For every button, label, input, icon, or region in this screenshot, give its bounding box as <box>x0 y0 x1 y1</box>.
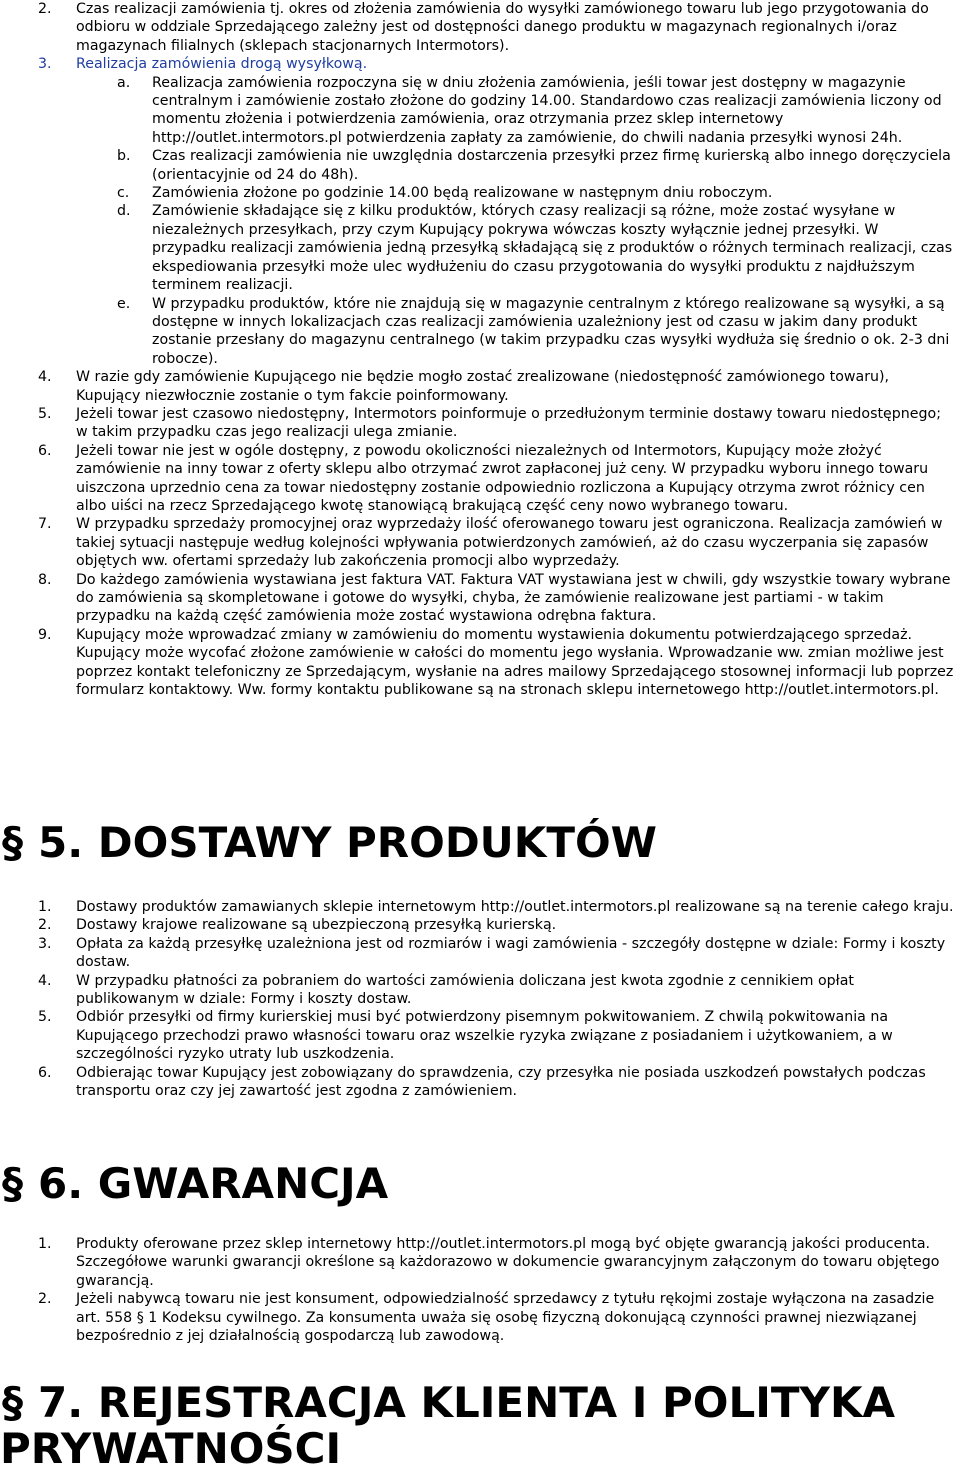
list-text: Realizacja zamówienia rozpoczyna się w dniu złożenia zamówienia, jeśli towar jest dostępny w magazynie centralnym i zamówienie zostało złożone do godziny 14.00. Standardowo czas realizacji zamówienia liczony od momentu złożenia i potwierdzenia zamówienia, oraz otrzymania przez sklep internetowy http://outlet.intermotors.pl potwierdzenia zapłaty za zamówienie, do chwili nadania przesyłki wynosi 24h. <box>152 74 942 146</box>
list-item <box>0 1008 960 1063</box>
section-title: 5. DOSTAWY PRODUKTÓW <box>38 818 658 867</box>
list-text: W przypadku sprzedaży promocyjnej oraz wyprzedaży ilość oferowanego towaru jest ograniczona. Realizacja zamówień w takiej sytuacji następuje według kolejności wpływania potwierdzonych zamówień, aż do czasu wyczerpania się zapasów objętych ww. ofertami sprzedaży lub zakończenia promocji albo wyprzedaży. <box>76 516 943 570</box>
list-subitem <box>0 295 960 369</box>
list-text: Produkty oferowane przez sklep internetowy http://outlet.intermotors.pl mogą być objęte gwarancją jakości producenta. Szczegółowe warunki gwarancji określone są każdorazowo w dokumencie gwarancyjnym załączonym do towaru objętego gwarancją. <box>76 1236 940 1289</box>
section-bullet: § <box>2 1159 23 1208</box>
list-number: 2. <box>38 1 52 17</box>
list-text: Dostawy krajowe realizowane są ubezpieczoną przesyłką kurierską. <box>76 917 557 934</box>
list-number: 6. <box>38 442 52 459</box>
section-heading-6 <box>0 1161 388 1207</box>
list-item <box>0 1064 960 1101</box>
list-text: Dostawy produktów zamawianych sklepie internetowym http://outlet.intermotors.pl realizowane są na terenie całego kraju. <box>76 899 954 915</box>
list-text: Jeżeli towar jest czasowo niedostępny, Intermotors poinformuje o przedłużonym terminie dostawy towaru niedostępnego; w takim przypadku czas jego realizacji ulega zmianie. <box>76 405 941 441</box>
list-item <box>0 571 960 626</box>
section-4-continuation <box>0 0 960 699</box>
list-item <box>0 405 960 442</box>
list-subitem <box>0 74 960 148</box>
list-text: Jeżeli towar nie jest w ogóle dostępny, z powodu okoliczności niezależnych od Intermotors, Kupujący może złożyć zamówienie na inny towar z oferty sklepu albo otrzymać zwrot zapłaconej już ceny. W przypadku wyboru innego towaru uiszczona uprzednio cena za towar niedostępny zostanie odpowiednio rozliczona a Kupujący otrzyma zwrot różnicy cen albo uiści na rzecz Sprzedającego kwotę stanowiącą brakującą część ceny nowo wybranego towaru. <box>76 442 929 514</box>
list-number: 6. <box>38 1064 52 1081</box>
section-6-list <box>0 1235 960 1345</box>
list-text: Jeżeli nabywcą towaru nie jest konsument, odpowiedzialność sprzedawcy z tytułu rękojmi zostaje wyłączona na zasadzie art. 558 § 1 Kodeksu cywilnego. Za konsumenta uważa się osobę fizyczną dokonującą czynności prawnej niezwiązanej bezpośrednio z jej działalnością gospodarczą lub zawodową. <box>76 1291 935 1345</box>
section-title: 7. REJESTRACJA KLIENTA I POLITYKA <box>38 1378 896 1427</box>
list-number: 5. <box>38 405 52 422</box>
list-item <box>0 515 960 570</box>
list-number: 5. <box>38 1009 52 1026</box>
list-text: Opłata za każdą przesyłkę uzależniona jest od rozmiarów i wagi zamówienia - szczegóły dostępne w dziale: Formy i koszty dostaw. <box>76 935 946 971</box>
list-subitem <box>0 184 960 202</box>
list-text: Zamówienie składające się z kilku produktów, których czasy realizacji są różne, może zostać wysyłane w niezależnych przesyłkach, przy czym Kupujący pokrywa wówczas koszty wyłącznie jednej przesyłki. W przypadku realizacji zamówienia jedną przesyłką składającą się z produktów o różnych terminach realizacji, czas ekspediowania przesyłki może ulec wydłużeniu do czasu przygotowania do wysyłki produktu z najdłuższym terminem realizacji. <box>152 203 953 294</box>
list-item <box>0 898 960 916</box>
list-number: 8. <box>38 571 52 588</box>
section-heading-5 <box>0 820 657 866</box>
list-item <box>0 935 960 972</box>
list-number: 4. <box>38 972 52 989</box>
list-item <box>0 1235 960 1290</box>
list-text: Realizacja zamówienia drogą wysyłkową. <box>76 56 368 73</box>
list-subitem <box>0 202 960 294</box>
section-title: 6. GWARANCJA <box>38 1159 389 1208</box>
list-item <box>0 368 960 405</box>
list-number: 1. <box>38 899 52 915</box>
list-text: Kupujący może wprowadzać zmiany w zamówieniu do momentu wystawienia dokumentu potwierdzającego sprzedaż. Kupujący może wycofać złożone zamówienie w całości do momentu jego wysłania. Wprowadzanie ww. zmian możliwe jest poprzez kontakt telefoniczny ze Sprzedającym, wysłanie na adres mailowy Sprzedającego stosownej informacji lub poprzez formularz kontaktowy. Ww. formy kontaktu publikowane są na stronach sklepu internetowego http://outlet.intermotors.pl. <box>76 626 954 699</box>
list-text: Czas realizacji zamówienia nie uwzględnia dostarczenia przesyłki przez firmę kurierską albo innego doręczyciela (orientacyjnie od 24 do 48h). <box>152 148 951 183</box>
list-text: Czas realizacji zamówienia tj. okres od złożenia zamówienia do wysyłki zamówionego towaru lub jego przygotowania do odbioru w oddziale Sprzedającego zależny jest od dostępności danego produktu w magazynach regionalnych i/oraz magazynach filialnych (sklepach stacjonarnych Intermotors). <box>76 1 929 54</box>
list-number: 4. <box>38 369 52 386</box>
list-item <box>0 0 960 55</box>
list-letter: c. <box>117 185 130 202</box>
list-item <box>0 442 960 516</box>
list-item <box>0 55 960 73</box>
section-5-list <box>0 898 960 1100</box>
list-text: Do każdego zamówienia wystawiana jest faktura VAT. Faktura VAT wystawiana jest w chwili, gdy wszystkie towary wybrane do zamówienia są skompletowane i gotowe do wysyłki, chyba, że zamówienie realizowane jest partiami - w takim przypadku na każdą część zamówienia może zostać wystawiona odrębna faktura. <box>76 571 951 625</box>
list-number: 2. <box>38 1291 52 1308</box>
list-number: 7. <box>38 516 52 533</box>
list-number: 1. <box>38 1236 52 1252</box>
list-text: W razie gdy zamówienie Kupującego nie będzie mogło zostać zrealizowane (niedostępność zamówionego towaru), Kupujący niezwłocznie zostanie o tym fakcie poinformowany. <box>76 369 890 404</box>
list-item <box>0 972 960 1009</box>
list-text: Zamówienia złożone po godzinie 14.00 będą realizowane w następnym dniu roboczym. <box>152 185 773 202</box>
list-text: W przypadku produktów, które nie znajdują się w magazynie centralnym z którego realizowane są wysyłki, a są dostępne w innych lokalizacjach czas realizacji zamówienia uzależniony jest od czasu w jakim dany produkt zostanie przesłany do magazynu centralnego (w takim przypadku czas wysyłki wydłuża się średnio o ok. 2-3 dni robocze). <box>152 295 950 367</box>
list-item <box>0 916 960 934</box>
list-item <box>0 1290 960 1345</box>
list-item <box>0 626 960 700</box>
list-letter: e. <box>117 295 131 312</box>
list-subitem <box>0 147 960 184</box>
list-text: Odbiór przesyłki od firmy kurierskiej musi być potwierdzony pisemnym pokwitowaniem. Z chwilą pokwitowania na Kupującego przechodzi prawo własności towaru oraz wszelkie ryzyka związane z posiadaniem i użytkowaniem, a w szczególności ryzyko utraty lub uszkodzenia. <box>76 1009 893 1063</box>
section-bullet: § <box>2 1378 23 1427</box>
list-number: 3. <box>38 935 52 952</box>
section-heading-7 <box>0 1380 895 1472</box>
list-letter: a. <box>117 74 131 91</box>
section-title-continued: PRYWATNOŚCI <box>0 1424 342 1473</box>
list-text: W przypadku płatności za pobraniem do wartości zamówienia doliczana jest kwota zgodnie z cennikiem opłat publikowanym w dziale: Formy i koszty dostaw. <box>76 972 854 1008</box>
list-number: 2. <box>38 917 52 934</box>
list-number: 9. <box>38 626 52 643</box>
list-letter: d. <box>117 203 131 220</box>
list-number: 3. <box>38 56 52 73</box>
section-bullet: § <box>2 818 23 867</box>
list-text: Odbierając towar Kupujący jest zobowiązany do sprawdzenia, czy przesyłka nie posiada uszkodzeń powstałych podczas transportu oraz czy jej zawartość jest zgodna z zamówieniem. <box>76 1064 926 1100</box>
list-letter: b. <box>117 148 131 165</box>
